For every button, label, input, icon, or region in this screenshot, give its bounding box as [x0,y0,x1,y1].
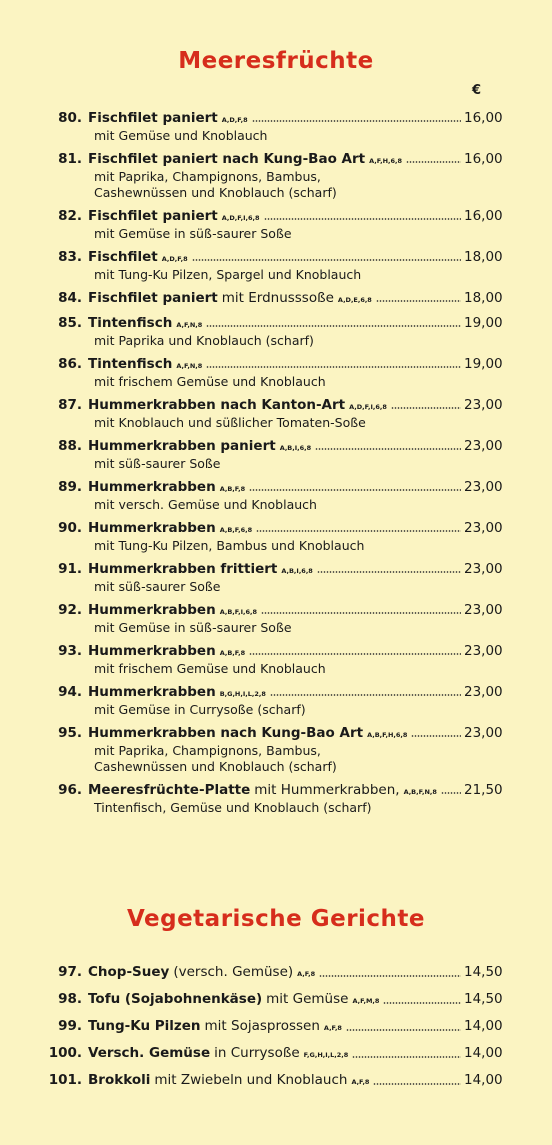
item-price: 14,50 [464,991,503,1007]
item-name: Hummerkrabben [88,602,216,618]
menu-item [0,1070,552,1091]
item-description: mit Paprika, Champignons, Bambus, [94,743,321,758]
item-description: mit Gemüse in süß-saurer Soße [94,226,292,241]
allergen-codes: A,F,M,8 [352,997,380,1005]
item-price: 18,00 [464,249,503,265]
item-number: 98. [58,991,82,1007]
item-number: 100. [48,1045,82,1061]
section-title-seafood: Meeresfrüchte [178,48,374,74]
item-price: 23,00 [464,643,503,659]
item-number: 96. [58,782,82,798]
allergen-codes: F,G,H,I,L,2,8 [303,1051,349,1059]
allergen-codes: A,B,F,8 [219,649,246,657]
dot-leader [406,160,461,164]
item-price: 16,00 [464,110,503,126]
seafood-list [0,108,552,821]
menu-item [0,354,552,390]
item-number: 93. [58,643,82,659]
item-number: 82. [58,208,82,224]
item-extra: mit Gemüse [266,991,349,1007]
item-price: 23,00 [464,479,503,495]
menu-item [0,559,552,595]
item-extra: mit Sojasprossen [204,1018,320,1034]
item-name: Fischfilet paniert [88,110,218,126]
dot-leader [373,1082,461,1086]
item-description: mit Paprika, Champignons, Bambus, [94,169,321,184]
allergen-codes: A,B,F,6,8 [219,526,253,534]
menu-item [0,108,552,144]
menu-item-line [0,989,552,1010]
item-number: 91. [58,561,82,577]
item-description: mit versch. Gemüse und Knoblauch [94,497,317,512]
item-description: mit frischem Gemüse und Knoblauch [94,661,326,676]
allergen-codes: A,F,H,6,8 [369,157,403,165]
item-name: Versch. Gemüse [88,1045,211,1061]
menu-item-line [0,149,552,169]
menu-item [0,723,552,775]
item-price: 14,00 [464,1072,503,1088]
item-number: 101. [48,1072,82,1088]
item-price: 23,00 [464,561,503,577]
item-description: mit Gemüse und Knoblauch [94,128,268,143]
item-name: Brokkoli [88,1072,151,1088]
item-extra: (versch. Gemüse) [173,964,294,980]
item-name: Tofu (Sojabohnenkäse) [88,991,263,1007]
menu-item-line [0,436,552,456]
item-description: mit frischem Gemüse und Knoblauch [94,374,326,389]
item-number: 84. [58,290,82,306]
menu-item-line [0,780,552,800]
item-name: Hummerkrabben [88,643,216,659]
item-description: mit Gemüse in süß-saurer Soße [94,620,292,635]
menu-item-line [0,518,552,538]
item-number: 80. [58,110,82,126]
dot-leader [249,652,461,656]
menu-item-line [0,354,552,374]
item-price: 16,00 [464,208,503,224]
dot-leader [346,1028,461,1032]
item-number: 89. [58,479,82,495]
menu-item [0,518,552,554]
item-description: Cashewnüssen und Knoblauch (scharf) [94,185,337,200]
menu-item [0,1043,552,1064]
allergen-codes: A,D,F,8 [221,116,248,124]
dot-leader [317,570,461,574]
dot-leader [249,488,461,492]
item-name: Hummerkrabben [88,684,216,700]
item-price: 14,50 [464,964,503,980]
menu-item-line [0,641,552,661]
item-name: Hummerkrabben [88,520,216,536]
item-number: 86. [58,356,82,372]
item-price: 23,00 [464,684,503,700]
item-number: 94. [58,684,82,700]
item-name: Tung-Ku Pilzen [88,1018,201,1034]
allergen-codes: A,B,F,N,8 [403,788,437,796]
item-number: 97. [58,964,82,980]
item-price: 16,00 [464,151,503,167]
dot-leader [261,611,461,615]
menu-item-line [0,559,552,579]
menu-item-line [0,1016,552,1037]
item-name: Hummerkrabben frittiert [88,561,278,577]
menu-item-line [0,1043,552,1064]
menu-item-line [0,206,552,226]
menu-item [0,149,552,201]
item-description: mit süß-saurer Soße [94,579,221,594]
allergen-codes: A,F,N,8 [176,321,203,329]
item-description: mit Knoblauch und süßlicher Tomaten-Soße [94,415,366,430]
menu-item-line [0,247,552,267]
menu-item [0,247,552,283]
section-title-vegetarian: Vegetarische Gerichte [126,906,426,932]
item-price: 23,00 [464,438,503,454]
menu-item [0,989,552,1010]
vegetarian-list [0,962,552,1097]
allergen-codes: A,D,F,I,6,8 [349,403,387,411]
menu-item [0,288,552,308]
dot-leader [352,1055,461,1059]
item-description: Cashewnüssen und Knoblauch (scharf) [94,759,337,774]
menu-item-line [0,682,552,702]
dot-leader [411,734,461,738]
item-number: 81. [58,151,82,167]
item-name: Tintenfisch [88,356,173,372]
menu-item-line [0,1070,552,1091]
menu-item-line [0,600,552,620]
menu-item [0,962,552,983]
item-name: Fischfilet paniert [88,208,218,224]
menu-item-line [0,962,552,983]
dot-leader [264,217,462,221]
dot-leader [441,791,461,795]
allergen-codes: A,F,8 [323,1024,342,1032]
allergen-codes: B,G,H,I,L,2,8 [219,690,266,698]
dot-leader [376,299,461,303]
currency-label: € [472,83,482,98]
item-description: Tintenfisch, Gemüse und Knoblauch (scharf) [94,800,372,815]
item-number: 83. [58,249,82,265]
dot-leader [206,324,461,328]
allergen-codes: A,B,I,6,8 [279,444,312,452]
item-name: Hummerkrabben nach Kung-Bao Art [88,725,364,741]
allergen-codes: A,D,F,8 [161,255,188,263]
dot-leader [270,693,461,697]
menu-item [0,641,552,677]
dot-leader [192,258,461,262]
dot-leader [319,974,461,978]
item-price: 23,00 [464,602,503,618]
menu-item-line [0,477,552,497]
item-price: 23,00 [464,520,503,536]
item-price: 19,00 [464,315,503,331]
dot-leader [256,529,461,533]
item-extra: in Currysoße [214,1045,300,1061]
dot-leader [206,365,461,369]
allergen-codes: A,D,E,6,8 [337,296,372,304]
item-description: mit Tung-Ku Pilzen, Bambus und Knoblauch [94,538,365,553]
item-name: Chop-Suey [88,964,170,980]
menu-item [0,780,552,816]
item-price: 14,00 [464,1018,503,1034]
item-extra: mit Erdnusssoße [221,290,334,306]
item-name: Fischfilet paniert [88,290,218,306]
menu-item [0,313,552,349]
dot-leader [252,119,461,123]
menu-item [0,436,552,472]
allergen-codes: A,F,N,8 [176,362,203,370]
item-name: Fischfilet [88,249,158,265]
item-description: mit Gemüse in Currysoße (scharf) [94,702,306,717]
dot-leader [315,447,461,451]
menu-item [0,682,552,718]
menu-item [0,477,552,513]
menu-item [0,600,552,636]
menu-item-line [0,395,552,415]
item-price: 23,00 [464,725,503,741]
item-description: mit Tung-Ku Pilzen, Spargel und Knoblauch [94,267,362,282]
dot-leader [383,1001,461,1005]
item-number: 90. [58,520,82,536]
item-description: mit süß-saurer Soße [94,456,221,471]
allergen-codes: A,B,I,6,8 [281,567,313,575]
allergen-codes: A,B,F,I,6,8 [219,608,258,616]
menu-item-line [0,313,552,333]
item-name: Hummerkrabben [88,479,216,495]
item-number: 87. [58,397,82,413]
menu-item [0,206,552,242]
item-extra: mit Hummerkrabben, [254,782,400,798]
item-number: 95. [58,725,82,741]
menu-item [0,1016,552,1037]
item-price: 18,00 [464,290,503,306]
item-number: 92. [58,602,82,618]
allergen-codes: A,F,8 [351,1078,370,1086]
menu-item-line [0,288,552,308]
item-name: Tintenfisch [88,315,173,331]
menu-item-line [0,723,552,743]
item-name: Fischfilet paniert nach Kung-Bao Art [88,151,366,167]
item-number: 88. [58,438,82,454]
menu-item-line [0,108,552,128]
item-description: mit Paprika und Knoblauch (scharf) [94,333,314,348]
dot-leader [391,406,461,410]
item-price: 23,00 [464,397,503,413]
item-price: 14,00 [464,1045,503,1061]
item-number: 99. [58,1018,82,1034]
item-extra: mit Zwiebeln und Knoblauch [154,1072,348,1088]
item-price: 21,50 [464,782,503,798]
allergen-codes: A,B,F,H,6,8 [367,731,408,739]
allergen-codes: A,B,F,8 [219,485,246,493]
menu-item [0,395,552,431]
item-price: 19,00 [464,356,503,372]
item-name: Hummerkrabben nach Kanton-Art [88,397,346,413]
item-name: Hummerkrabben paniert [88,438,276,454]
allergen-codes: A,D,F,I,6,8 [221,214,260,222]
item-name: Meeresfrüchte-Platte [88,782,251,798]
allergen-codes: A,F,8 [297,970,316,978]
item-number: 85. [58,315,82,331]
